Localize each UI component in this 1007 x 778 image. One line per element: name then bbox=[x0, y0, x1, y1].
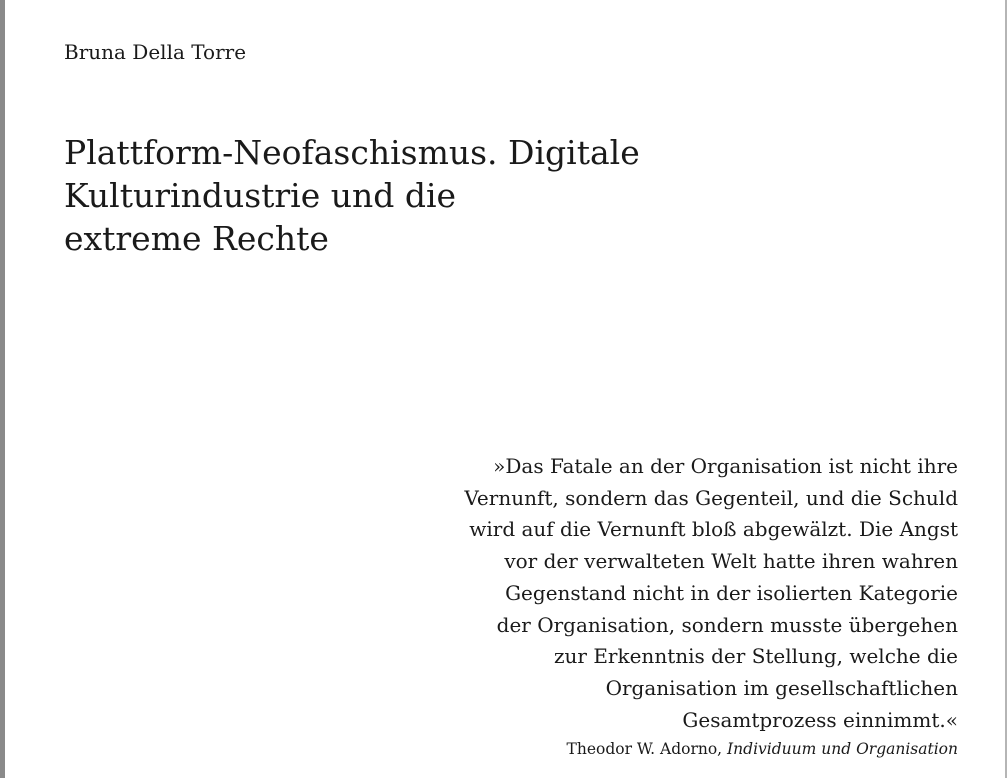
title-line: extreme Rechte bbox=[64, 219, 329, 258]
epigraph-line: wird auf die Vernunft bloß abgewälzt. Die Angst bbox=[469, 517, 958, 542]
epigraph-line: vor der verwalteten Welt hatte ihren wahren bbox=[504, 549, 958, 574]
attribution-author: Theodor W. Adorno, bbox=[566, 740, 723, 759]
attribution-work: Individuum und Organisation bbox=[727, 740, 958, 759]
page-edge-left bbox=[0, 0, 5, 778]
chapter-title bbox=[64, 131, 644, 260]
epigraph-line: Organisation im gesellschaftlichen bbox=[605, 675, 958, 700]
epigraph-line: »Das Fatale an der Organisation ist nicht ihre bbox=[493, 454, 958, 478]
epigraph-line: Gesamtprozess einnimmt.« bbox=[682, 707, 958, 732]
epigraph-line: Gegenstand nicht in der isolierten Kategorie bbox=[505, 580, 958, 605]
author-name: Bruna Della Torre bbox=[64, 40, 247, 64]
epigraph-line: zur Erkenntnis der Stellung, welche die bbox=[553, 644, 958, 669]
epigraph-attribution bbox=[438, 739, 958, 759]
epigraph-line: Vernunft, sondern das Gegenteil, und die Schuld bbox=[464, 485, 958, 510]
epigraph-line: der Organisation, sondern musste übergehen bbox=[496, 612, 958, 637]
title-line: Kulturindustrie und die bbox=[64, 176, 457, 215]
title-line: Plattform-Neofaschismus. Digitale bbox=[64, 133, 640, 172]
epigraph bbox=[438, 451, 958, 759]
